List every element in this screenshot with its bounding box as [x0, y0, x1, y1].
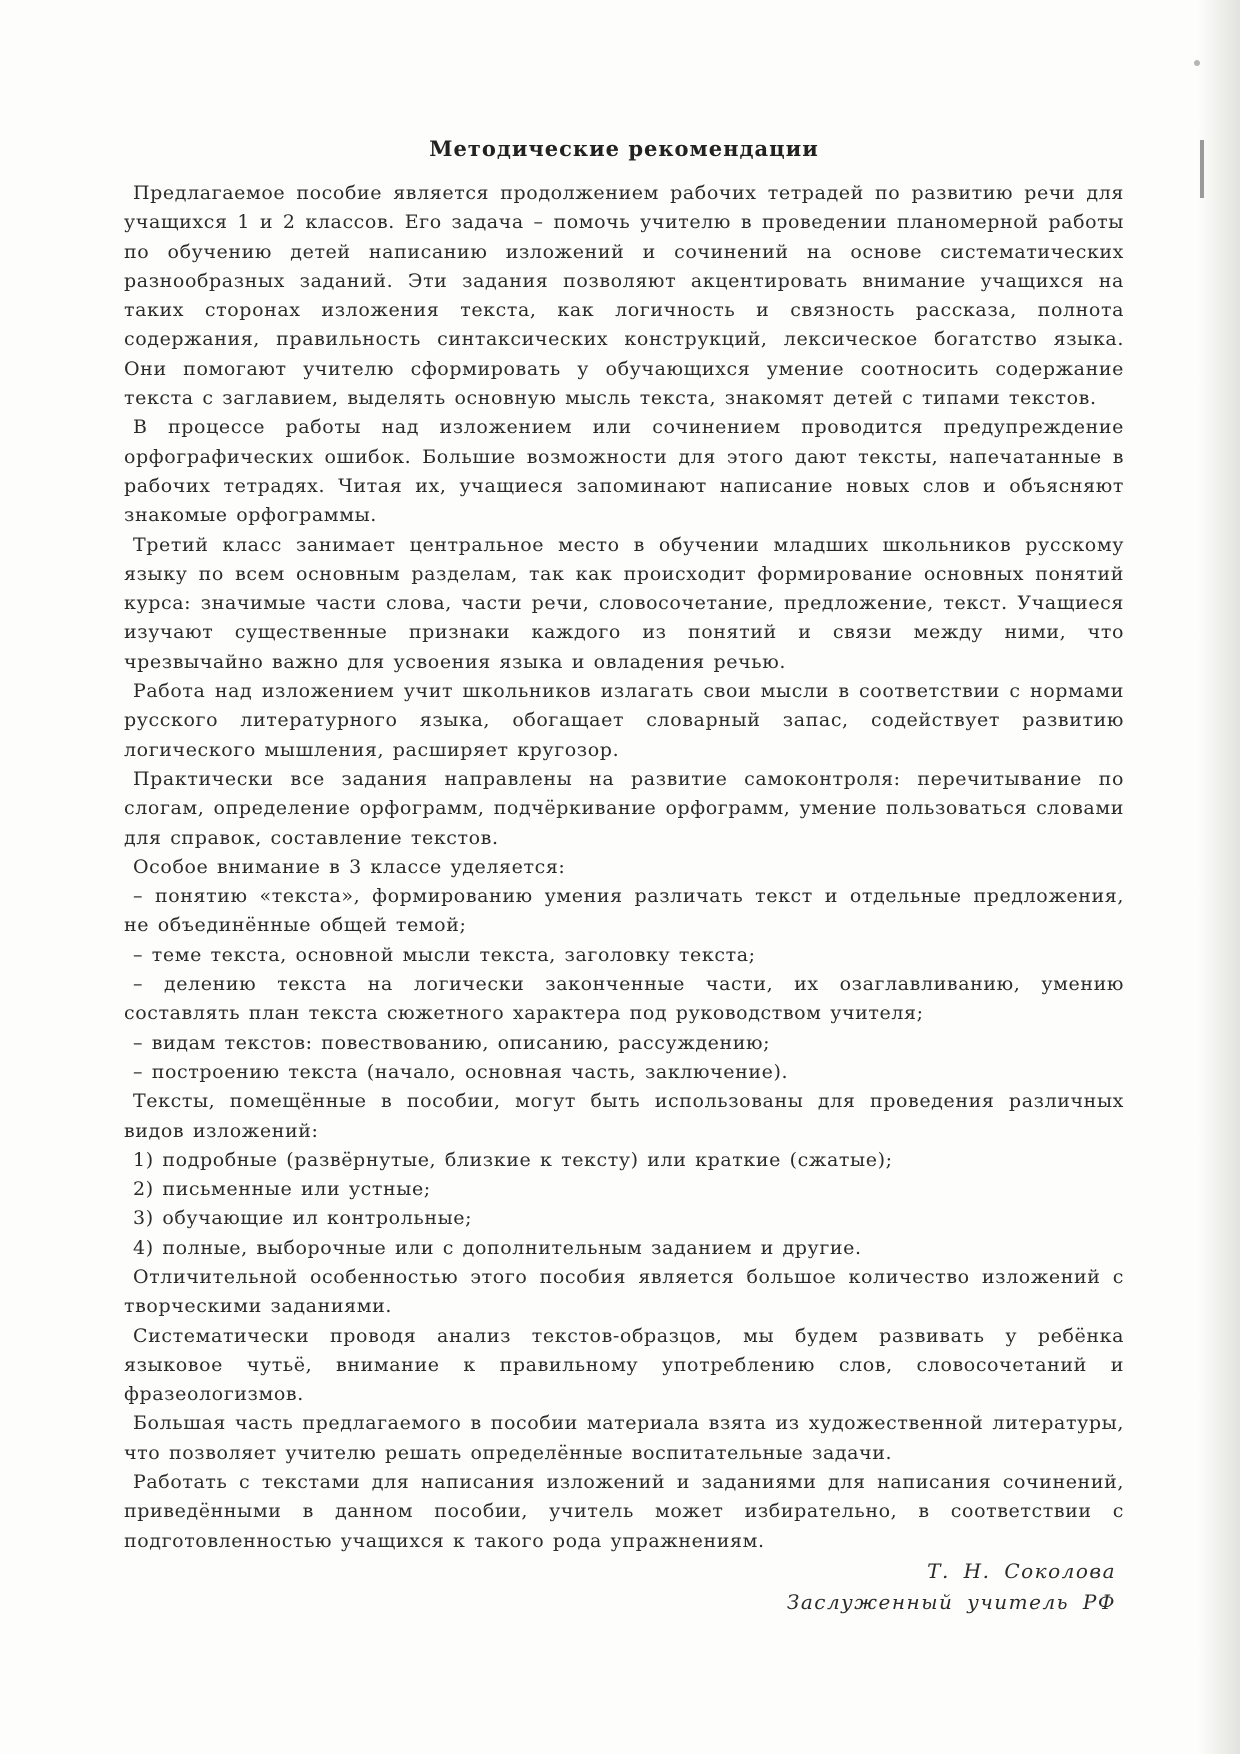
paragraph-self-control: Практически все задания направлены на развитие самоконтроля: перечитывание по слогам, определение орфограмм, подчёркивание орфограмм, умение пользоваться словами для справок, составление текстов.: [124, 767, 1124, 849]
type-item: 3) обучающие ил контрольные;: [133, 1207, 473, 1230]
type-item: 2) письменные или устные;: [133, 1178, 431, 1201]
author-title: Заслуженный учитель РФ: [786, 1589, 1116, 1614]
author-name: Т. Н. Соколова: [927, 1558, 1116, 1583]
paragraph-analysis: Систематически проводя анализ текстов-образцов, мы будем развивать у ребёнка языковое чутьё, внимание к правильному употреблению слов, словосочетаний и фразеологизмов.: [124, 1324, 1124, 1406]
scan-speck: [1194, 60, 1200, 66]
paragraph-types-intro: Тексты, помещённые в пособии, могут быть использованы для проведения различных видов изложений:: [124, 1090, 1124, 1142]
paragraph-selective-use: Работать с текстами для написания изложений и заданиями для написания сочинений, приведёнными в данном пособии, учитель может избирательно, в соответствии с подготовленностью учащихся к такого рода упражнениям.: [124, 1471, 1124, 1552]
document-body: [124, 136, 1124, 1618]
focus-item: – теме текста, основной мысли текста, заголовку текста;: [133, 943, 756, 966]
type-item: 1) подробные (развёрнутые, близкие к тексту) или краткие (сжатые);: [133, 1148, 893, 1171]
binding-mark: [1200, 140, 1204, 198]
focus-item: – делению текста на логически законченные части, их озаглавливанию, умению составлять план текста сюжетного характера под руководством учителя;: [124, 973, 1124, 1025]
focus-item: – понятию «текста», формированию умения различать текст и отдельные предложения, не объединённые общей темой;: [124, 885, 1124, 937]
focus-item: – построению текста (начало, основная часть, заключение).: [133, 1060, 789, 1083]
type-item: 4) полные, выборочные или с дополнительным заданием и другие.: [133, 1236, 862, 1259]
paragraph-creative-tasks: Отличительной особенностью этого пособия является большое количество изложений с творческими заданиями.: [124, 1265, 1124, 1318]
page-edge-shadow: [1198, 0, 1240, 1754]
paragraph-third-grade: Третий класс занимает центральное место в обучении младших школьников русскому языку по всем основным разделам, так как происходит формирование основных понятий курса: значимые части слова, части речи, словосочетание, предложение, текст. Учащиеся изучают существенные признаки каждого из понятий и связи между ними, что чрезвычайно важно для усвоения языка и овладения речью.: [124, 533, 1124, 673]
focus-item: – видам текстов: повествованию, описанию, рассуждению;: [133, 1031, 771, 1054]
paragraph-spelling: В процессе работы над изложением или сочинением проводится предупреждение орфографических ошибок. Большие возможности для этого дают тексты, напечатанные в рабочих тетрадях. Читая их, учащиеся запоминают написание новых слов и объясняют знакомые орфограммы.: [124, 416, 1124, 527]
paragraph-summary-work: Работа над изложением учит школьников излагать свои мысли в соответствии с нормами русского литературного языка, обогащает словарный запас, содействует развитию логического мышления, расширяет кругозор.: [124, 680, 1124, 761]
page-title: Методические рекомендации: [429, 136, 819, 161]
paragraph-focus-intro: Особое внимание в 3 классе уделяется:: [133, 855, 566, 878]
paragraph-literature: Большая часть предлагаемого в пособии материала взята из художественной литературы, что позволяет учителю решать определённые воспитательные задачи.: [124, 1412, 1124, 1464]
paragraph-intro: Предлагаемое пособие является продолжением рабочих тетрадей по развитию речи для учащихся 1 и 2 классов. Его задача – помочь учителю в проведении планомерной работы по обучению детей написанию изложений и сочинений на основе систематических разнообразных заданий. Эти задания позволяют акцентировать внимание учащихся на таких сторонах изложения текста, как логичность и связность рассказа, полнота содержания, правильность синтаксических конструкций, лексическое богатство языка. Они помогают учителю сформировать у обучающихся умение соотносить содержание текста с заглавием, выделять основную мысль текста, знакомят детей с типами текстов.: [124, 182, 1124, 410]
